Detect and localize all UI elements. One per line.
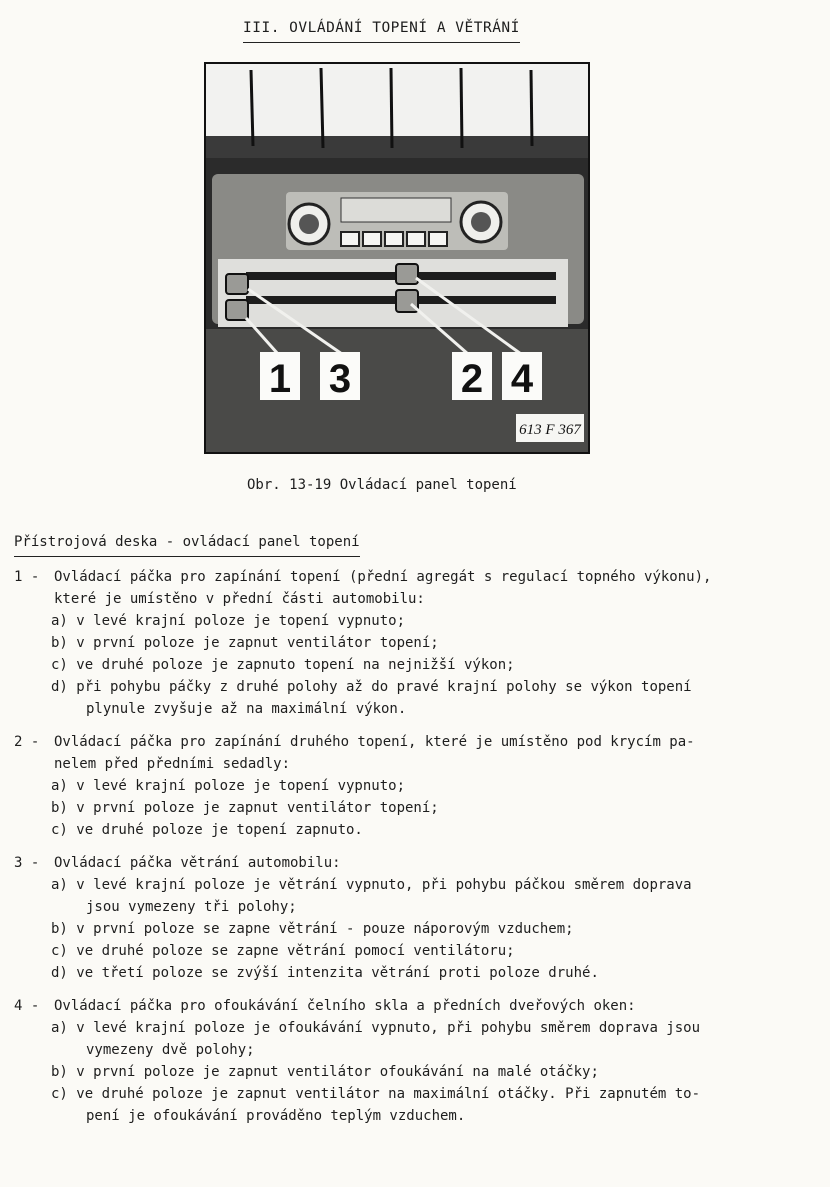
figure-caption: Obr. 13-19 Ovládací panel topení bbox=[247, 477, 517, 493]
figure-label-1: 1 bbox=[268, 357, 292, 401]
item-number: 2 - bbox=[14, 734, 40, 750]
sub-item: pení je ofoukávání prováděno teplým vzduchem. bbox=[86, 1108, 466, 1124]
figure-stamp: 613 F 367 bbox=[519, 422, 581, 438]
item-number: 1 - bbox=[14, 569, 40, 585]
item-text: Ovládací páčka větrání automobilu: bbox=[54, 855, 341, 871]
item-text: Ovládací páčka pro ofoukávání čelního skla a předních dveřových oken: bbox=[54, 998, 636, 1014]
sub-item: c) ve druhé poloze je topení zapnuto. bbox=[51, 822, 363, 838]
sub-item: b) v první poloze je zapnut ventilátor ofoukávání na malé otáčky; bbox=[51, 1064, 599, 1080]
sub-item: c) ve druhé poloze je zapnut ventilátor na maximální otáčky. Při zapnutém to- bbox=[51, 1086, 701, 1102]
chapter-title: III. OVLÁDÁNÍ TOPENÍ A VĚTRÁNÍ bbox=[243, 20, 520, 43]
list-item bbox=[14, 566, 814, 720]
figure-label-2: 2 bbox=[460, 357, 484, 401]
sub-item: c) ve druhé poloze je zapnuto topení na nejnižší výkon; bbox=[51, 657, 515, 673]
sub-item: plynule zvyšuje až na maximální výkon. bbox=[86, 701, 407, 717]
section-heading: Přístrojová deska - ovládací panel topení bbox=[14, 534, 360, 557]
sub-item: a) v levé krajní poloze je ofoukávání vypnuto, při pohybu směrem doprava jsou bbox=[51, 1020, 701, 1036]
sub-item: a) v levé krajní poloze je topení vypnuto; bbox=[51, 778, 406, 794]
sub-item: b) v první poloze je zapnut ventilátor topení; bbox=[51, 800, 439, 816]
sub-item: vymezeny dvě polohy; bbox=[86, 1042, 255, 1058]
item-text: které je umístěno v přední části automobilu: bbox=[54, 591, 425, 607]
figure-label-4: 4 bbox=[510, 357, 534, 401]
sub-item: c) ve druhé poloze se zapne větrání pomocí ventilátoru; bbox=[51, 943, 515, 959]
item-text: Ovládací páčka pro zapínání topení (přední agregát s regulací topného výkonu), bbox=[54, 569, 712, 585]
sub-item: b) v první poloze je zapnut ventilátor topení; bbox=[51, 635, 439, 651]
sub-item: a) v levé krajní poloze je topení vypnuto; bbox=[51, 613, 406, 629]
item-text: Ovládací páčka pro zapínání druhého topení, které je umístěno pod krycím pa- bbox=[54, 734, 695, 750]
list-item bbox=[14, 995, 814, 1127]
sub-item: jsou vymezeny tři polohy; bbox=[86, 899, 297, 915]
item-number: 4 - bbox=[14, 998, 40, 1014]
sub-item: a) v levé krajní poloze je větrání vypnuto, při pohybu páčkou směrem doprava bbox=[51, 877, 692, 893]
sub-item: d) ve třetí poloze se zvýší intenzita větrání proti poloze druhé. bbox=[51, 965, 599, 981]
sub-item: d) při pohybu páčky z druhé polohy až do pravé krajní polohy se výkon topení bbox=[51, 679, 692, 695]
item-text: nelem před předními sedadly: bbox=[54, 756, 291, 772]
list-item bbox=[14, 852, 814, 984]
heater-panel-photo bbox=[204, 62, 590, 454]
sub-item: b) v první poloze se zapne větrání - pouze náporovým vzduchem; bbox=[51, 921, 574, 937]
item-number: 3 - bbox=[14, 855, 40, 871]
list-item bbox=[14, 731, 814, 841]
control-list bbox=[14, 566, 814, 1138]
figure-label-3: 3 bbox=[328, 357, 352, 401]
